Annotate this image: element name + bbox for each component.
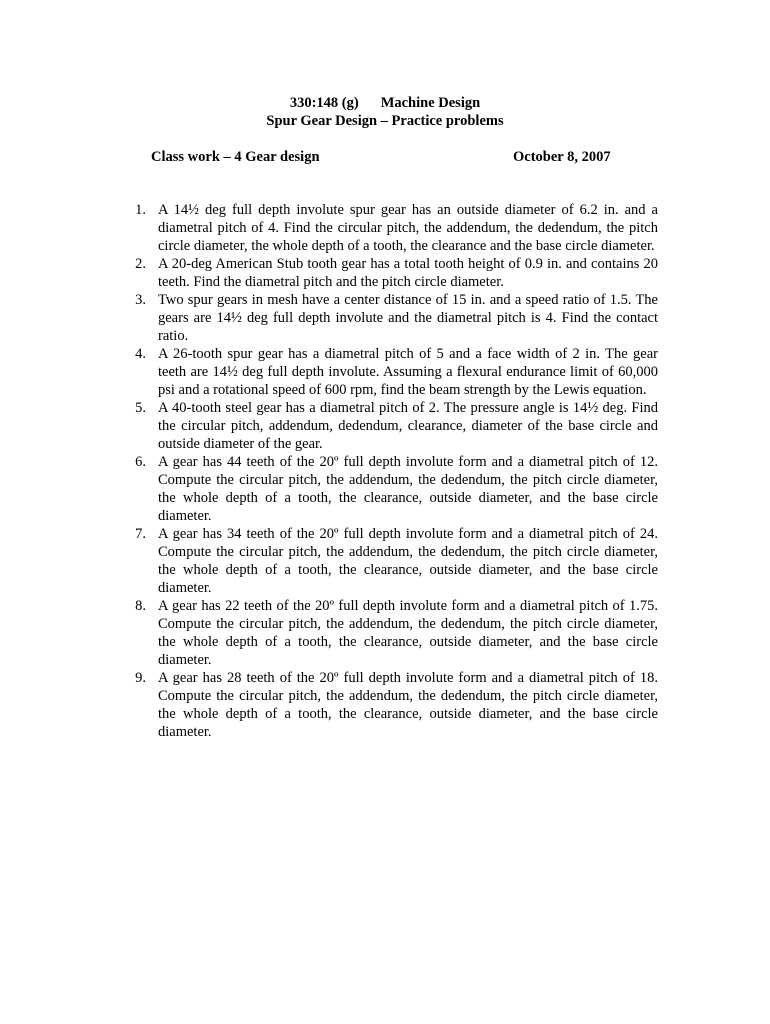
problem-number: 2.: [135, 256, 146, 272]
document-subtitle: Spur Gear Design – Practice problems: [266, 113, 504, 129]
problem-item: [112, 201, 658, 255]
problem-text: A 26-tooth spur gear has a diametral pitch of 5 and a face width of 2 in. The gear teeth are 14½ deg full depth involute. Assuming a flexural endurance limit of 60,000 psi and a rotational speed of 600 rpm, find the beam strength by the Lewis equation.: [158, 346, 658, 398]
problem-number: 8.: [135, 598, 146, 614]
course-name: Machine Design: [380, 95, 481, 111]
problem-text: A 40-tooth steel gear has a diametral pitch of 2. The pressure angle is 14½ deg. Find the circular pitch, addendum, dedendum, clearance, diameter of the base circle and outside diameter of the gear.: [158, 400, 658, 452]
problem-item: [112, 399, 658, 453]
problem-item: [112, 597, 658, 669]
problem-item: [112, 669, 658, 741]
classwork-label: Class work – 4 Gear design: [151, 149, 320, 165]
problem-text: A gear has 22 teeth of the 20º full depth involute form and a diametral pitch of 1.75. Compute the circular pitch, the addendum, the dedendum, the pitch circle diameter, the whole depth of a tooth, the clearance, outside diameter, and the base circle diameter.: [158, 598, 658, 668]
course-title: [0, 94, 770, 112]
problem-item: [112, 525, 658, 597]
course-code: 330:148 (g): [289, 95, 359, 111]
problem-text: A gear has 44 teeth of the 20º full depth involute form and a diametral pitch of 12. Compute the circular pitch, the addendum, the dedendum, the pitch circle diameter, the whole depth of a tooth, the clearance, outside diameter, and the base circle diameter.: [158, 454, 658, 524]
problem-text: Two spur gears in mesh have a center distance of 15 in. and a speed ratio of 1.5. The gears are 14½ deg full depth involute and the diametral pitch is 4. Find the contact ratio.: [158, 292, 658, 344]
problem-number: 9.: [135, 670, 146, 686]
problem-item: [112, 345, 658, 399]
problem-number: 7.: [135, 526, 146, 542]
problem-number: 5.: [135, 400, 146, 416]
problem-text: A gear has 34 teeth of the 20º full depth involute form and a diametral pitch of 24. Compute the circular pitch, the addendum, the dedendum, the pitch circle diameter, the whole depth of a tooth, the clearance, outside diameter, and the base circle diameter.: [158, 526, 658, 596]
classwork-row: [151, 148, 631, 166]
document-date: October 8, 2007: [513, 149, 611, 165]
problem-item: [112, 453, 658, 525]
problem-number: 1.: [135, 202, 146, 218]
problem-number: 3.: [135, 292, 146, 308]
problem-number: 4.: [135, 346, 146, 362]
problem-text: A 14½ deg full depth involute spur gear has an outside diameter of 6.2 in. and a diametral pitch of 4. Find the circular pitch, the addendum, the dedendum, the pitch circle diameter, the whole depth of a tooth, the clearance and the base circle diameter.: [158, 202, 658, 254]
problem-text: A gear has 28 teeth of the 20º full depth involute form and a diametral pitch of 18. Compute the circular pitch, the addendum, the dedendum, the pitch circle diameter, the whole depth of a tooth, the clearance, outside diameter, and the base circle diameter.: [158, 670, 658, 740]
problem-item: [112, 255, 658, 291]
problem-number: 6.: [135, 454, 146, 470]
problem-item: [112, 291, 658, 345]
problem-list: [112, 201, 658, 741]
problem-text: A 20-deg American Stub tooth gear has a total tooth height of 0.9 in. and contains 20 teeth. Find the diametral pitch and the pitch circle diameter.: [158, 256, 658, 290]
